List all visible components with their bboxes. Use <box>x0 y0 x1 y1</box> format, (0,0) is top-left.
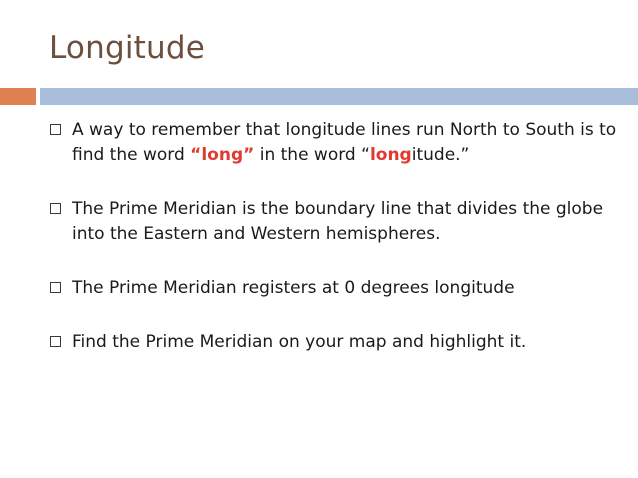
title-rule-accent-orange <box>0 88 36 105</box>
bullet-text-part: itude.” <box>411 145 470 165</box>
bullet-item-prime-meridian-boundary <box>48 197 618 247</box>
quote-open: “ <box>361 145 370 165</box>
square-bullet-icon <box>50 124 61 135</box>
square-bullet-icon <box>50 203 61 214</box>
square-bullet-icon <box>50 282 61 293</box>
bullet-text: Find the Prime Meridian on your map and highlight it. <box>72 332 527 352</box>
bullet-item-find-prime-meridian <box>48 330 618 355</box>
highlight-quote-close: ” <box>243 145 255 165</box>
square-bullet-icon <box>50 336 61 347</box>
highlight-word-long: long <box>201 145 244 165</box>
bullet-list <box>48 118 618 355</box>
bullet-text-part: A way to remember that longitude lines run North to South is to find the word <box>72 120 617 165</box>
bullet-item-remember-longitude <box>48 118 618 168</box>
bullet-text: The Prime Meridian registers at 0 degrees longitude <box>72 278 515 298</box>
title-rule-accent-blue <box>40 88 638 105</box>
bullet-text-part: in the word <box>254 145 362 165</box>
bullet-item-prime-meridian-zero <box>48 276 618 301</box>
highlight-word-long-in-longitude: long <box>369 145 412 165</box>
slide-title: Longitude <box>49 30 205 66</box>
bullet-text: The Prime Meridian is the boundary line that divides the globe into the Eastern and Western hemispheres. <box>72 199 604 244</box>
highlight-quote-open: “ <box>190 145 202 165</box>
